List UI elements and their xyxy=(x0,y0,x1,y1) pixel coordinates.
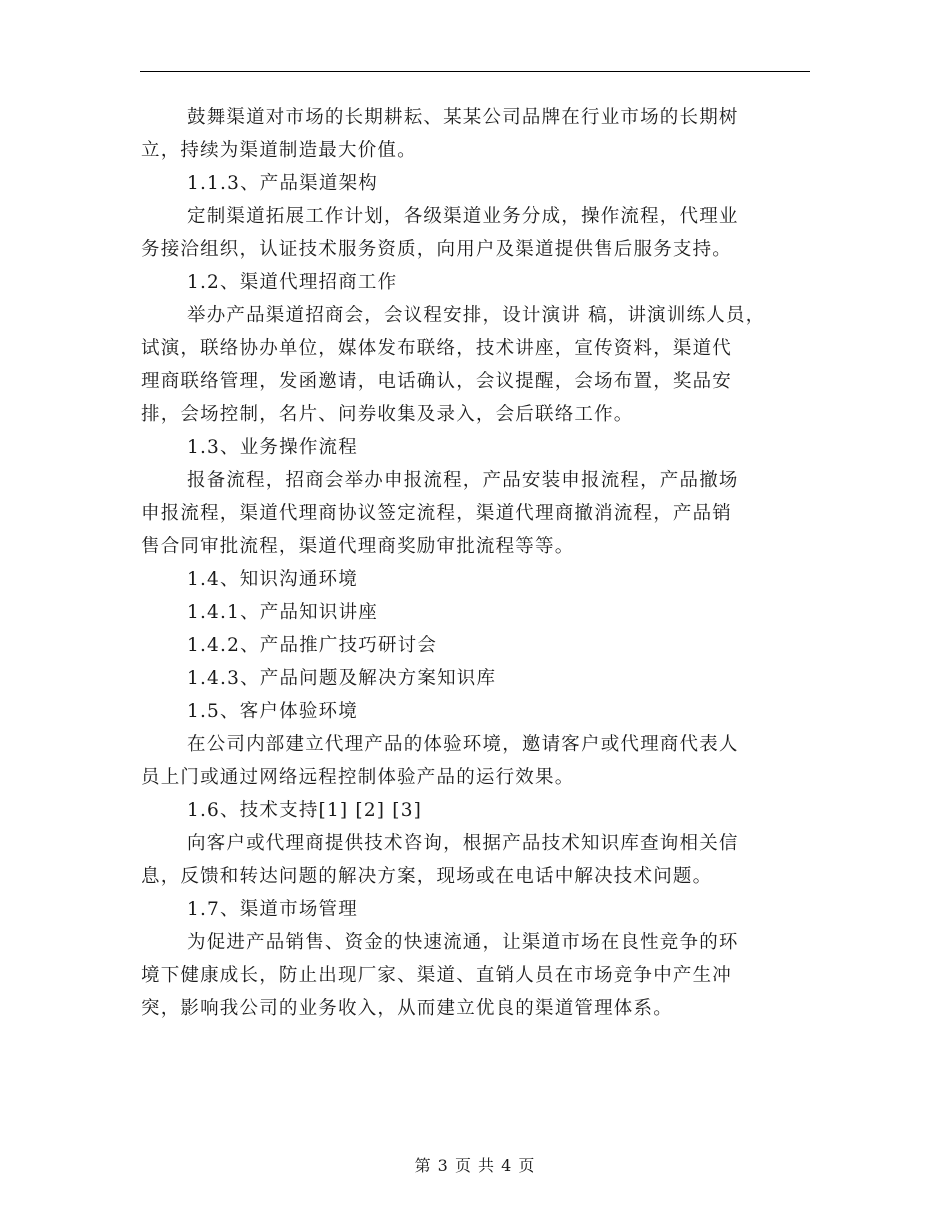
page-number-footer: 第 3 页 共 4 页 xyxy=(414,1156,536,1175)
section-heading: 1.7、渠道市场管理 xyxy=(187,899,358,920)
section-heading: 1.5、客户体验环境 xyxy=(187,701,358,722)
paragraph-line: 申报流程，渠道代理商协议签定流程，渠道代理商撤消流程，产品销 xyxy=(141,503,733,524)
paragraph-line: 报备流程，招商会举办申报流程，产品安装申报流程，产品撤场 xyxy=(187,470,739,491)
section-heading: 1.4.1、产品知识讲座 xyxy=(187,602,378,623)
paragraph-line: 试演，联络协办单位，媒体发布联络，技术讲座，宣传资料，渠道代 xyxy=(141,338,733,359)
paragraph-line: 息，反馈和转达问题的解决方案，现场或在电话中解决技术问题。 xyxy=(141,866,713,887)
paragraph-line: 定制渠道拓展工作计划，各级渠道业务分成，操作流程，代理业 xyxy=(187,206,739,227)
paragraph-line: 举办产品渠道招商会，会议程安排，设计演讲 稿，讲演训练人员， xyxy=(187,305,766,326)
document-body xyxy=(141,101,811,1025)
paragraph-line: 突，影响我公司的业务收入，从而建立优良的渠道管理体系。 xyxy=(141,998,673,1019)
section-heading: 1.2、渠道代理招商工作 xyxy=(187,272,398,293)
section-heading: 1.6、技术支持[1] [2] [3] xyxy=(187,800,423,821)
body-paragraph xyxy=(141,101,811,167)
section-heading: 1.4.2、产品推广技巧研讨会 xyxy=(187,635,438,656)
paragraph-line: 在公司内部建立代理产品的体验环境，邀请客户或代理商代表人 xyxy=(187,734,739,755)
paragraph-line: 员上门或通过网络远程控制体验产品的运行效果。 xyxy=(141,767,575,788)
body-paragraph xyxy=(141,299,811,431)
body-paragraph xyxy=(141,827,811,893)
paragraph-line: 务接洽组织，认证技术服务资质，向用户及渠道提供售后服务支持。 xyxy=(141,239,733,260)
body-paragraph xyxy=(141,200,811,266)
body-paragraph xyxy=(141,464,811,563)
section-heading: 1.3、业务操作流程 xyxy=(187,437,358,458)
paragraph-line: 向客户或代理商提供技术咨询，根据产品技术知识库查询相关信 xyxy=(187,833,739,854)
header-rule xyxy=(140,71,810,72)
section-heading: 1.1.3、产品渠道架构 xyxy=(187,173,378,194)
body-paragraph xyxy=(141,728,811,794)
paragraph-line: 境下健康成长，防止出现厂家、渠道、直销人员在市场竞争中产生冲 xyxy=(141,965,733,986)
paragraph-line: 排，会场控制，名片、问券收集及录入，会后联络工作。 xyxy=(141,404,634,425)
body-paragraph xyxy=(141,926,811,1025)
section-heading: 1.4.3、产品问题及解决方案知识库 xyxy=(187,668,497,689)
paragraph-line: 售合同审批流程，渠道代理商奖励审批流程等等。 xyxy=(141,536,575,557)
paragraph-line: 鼓舞渠道对市场的长期耕耘、某某公司品牌在行业市场的长期树 xyxy=(187,107,739,128)
paragraph-line: 为促进产品销售、资金的快速流通，让渠道市场在良性竞争的环 xyxy=(187,932,739,953)
paragraph-line: 理商联络管理，发函邀请，电话确认，会议提醒，会场布置，奖品安 xyxy=(141,371,733,392)
section-heading: 1.4、知识沟通环境 xyxy=(187,569,358,590)
paragraph-line: 立，持续为渠道制造最大价值。 xyxy=(141,140,417,161)
